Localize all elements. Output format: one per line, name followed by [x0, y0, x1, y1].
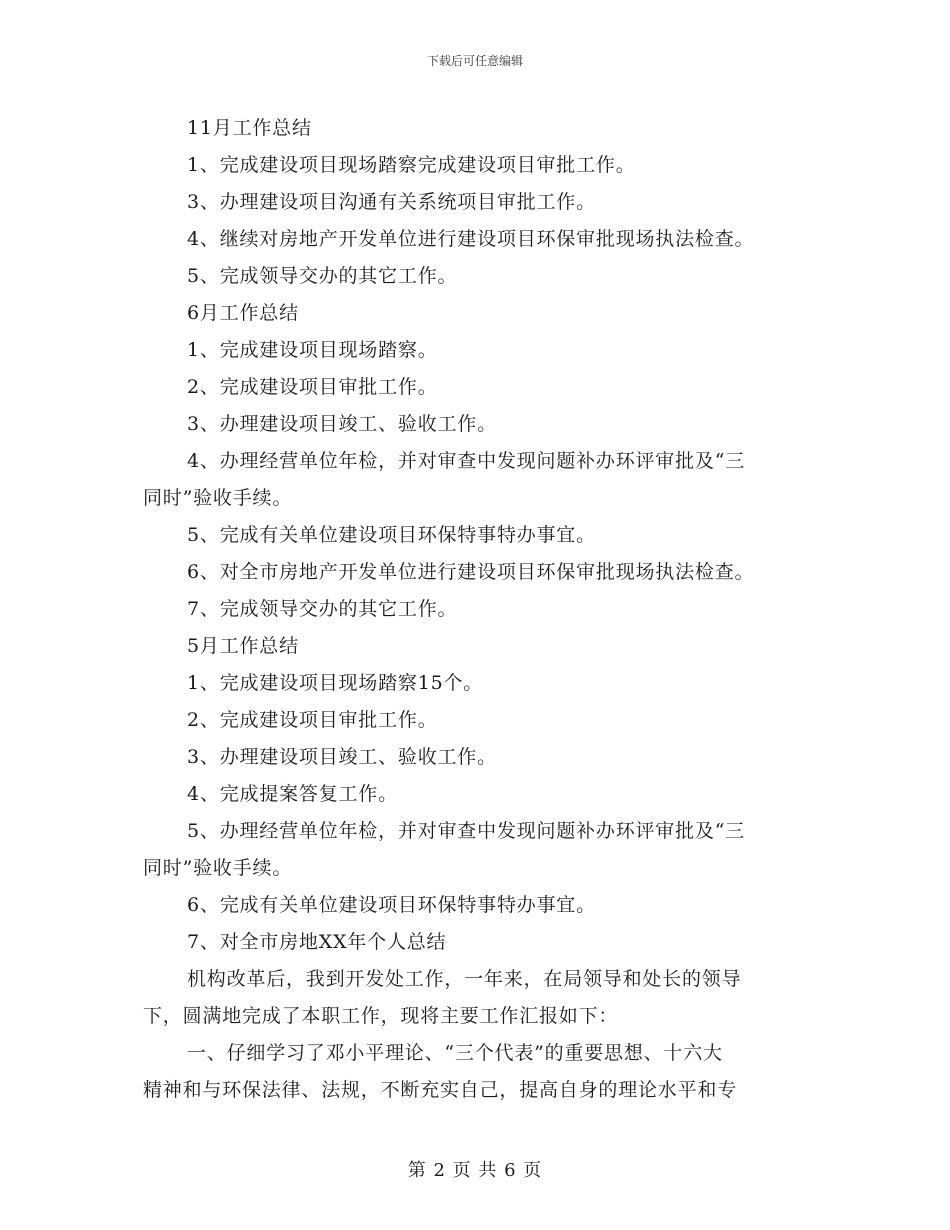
- text-line: 1、完成建设项目现场踏察。: [187, 339, 438, 361]
- page-header-note: 下载后可任意编辑: [426, 54, 523, 68]
- text-line: 4、完成提案答复工作。: [187, 783, 398, 805]
- text-line: 2、完成建设项目审批工作。: [187, 709, 438, 731]
- text-line: 1、完成建设项目现场踏察15个。: [187, 672, 484, 694]
- text-line: 同时”验收手续。: [143, 857, 293, 879]
- text-line: 5、办理经营单位年检，并对审查中发现问题补办环评审批及“三: [187, 820, 746, 842]
- text-line: 2、完成建设项目审批工作。: [187, 376, 438, 398]
- text-line: 6、对全市房地产开发单位进行建设项目环保审批现场执法检查。: [187, 561, 755, 583]
- text-line: 3、办理建设项目竣工、验收工作。: [187, 746, 497, 768]
- text-line: 精神和与环保法律、法规，不断充实自己，提高自身的理论水平和专: [143, 1079, 738, 1101]
- text-line: 5、完成领导交办的其它工作。: [187, 265, 458, 287]
- text-line: 4、办理经营单位年检，并对审查中发现问题补办环评审批及“三: [187, 450, 746, 472]
- text-line: 6月工作总结: [187, 302, 299, 324]
- text-line: 5月工作总结: [187, 635, 299, 657]
- text-line: 5、完成有关单位建设项目环保特事特办事宜。: [187, 524, 596, 546]
- text-line: 7、完成领导交办的其它工作。: [187, 598, 458, 620]
- text-line: 4、继续对房地产开发单位进行建设项目环保审批现场执法检查。: [187, 228, 755, 250]
- text-line: 机构改革后，我到开发处工作，一年来，在局领导和处长的领导: [187, 968, 742, 990]
- text-line: 3、办理建设项目竣工、验收工作。: [187, 413, 497, 435]
- text-line: 7、对全市房地XX年个人总结: [187, 931, 447, 953]
- page-number-footer: 第 2 页 共 6 页: [407, 1160, 543, 1181]
- text-line: 一、仔细学习了邓小平理论、“三个代表”的重要思想、十六大: [187, 1042, 723, 1064]
- text-line: 1、完成建设项目现场踏察完成建设项目审批工作。: [187, 154, 636, 176]
- document-body: [143, 110, 810, 1109]
- text-line: 6、完成有关单位建设项目环保特事特办事宜。: [187, 894, 596, 916]
- text-line: 同时”验收手续。: [143, 487, 293, 509]
- text-line: 3、办理建设项目沟通有关系统项目审批工作。: [187, 191, 596, 213]
- text-line: 下，圆满地完成了本职工作，现将主要工作汇报如下：: [143, 1005, 619, 1027]
- text-line: 11月工作总结: [187, 117, 312, 139]
